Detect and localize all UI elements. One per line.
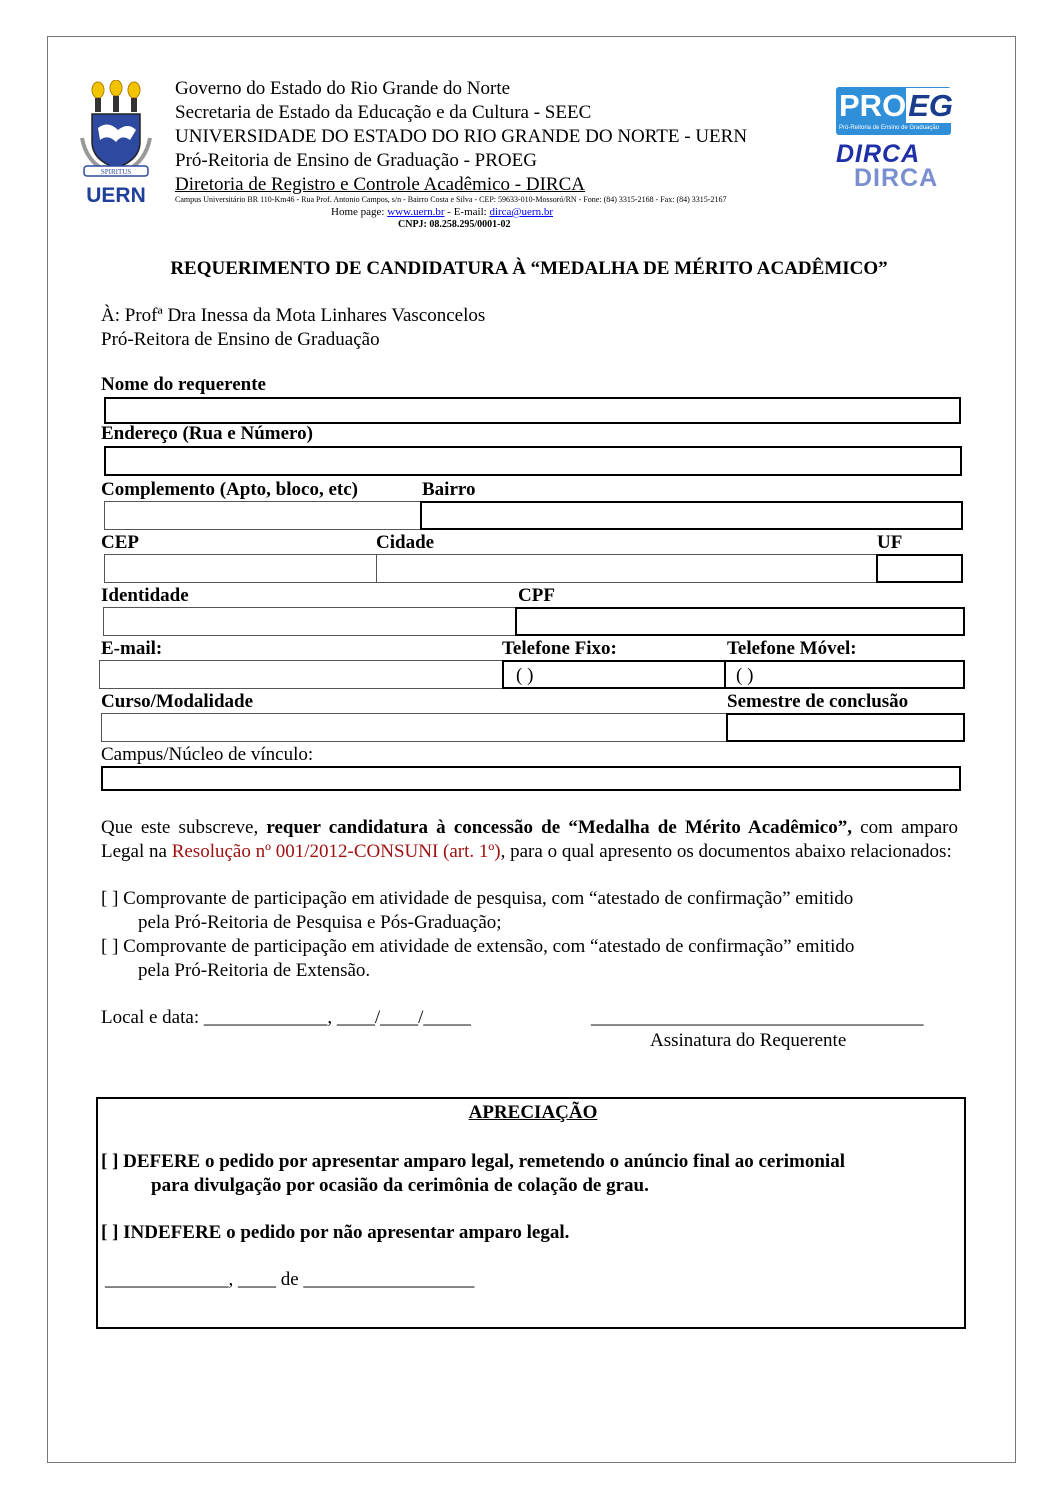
telefone-movel-field[interactable] <box>724 660 965 689</box>
telefone-fixo-ddd: ( ) <box>516 665 534 686</box>
label-uf: UF <box>877 532 903 553</box>
identidade-field[interactable] <box>103 607 517 636</box>
label-semestre: Semestre de conclusão <box>727 691 909 712</box>
label-campus: Campus/Núcleo de vínculo: <box>101 744 314 765</box>
apreciacao-box <box>96 1097 966 1329</box>
document-item-1-line-2: pela Pró-Reitoria de Pesquisa e Pós-Graduação; <box>138 912 502 933</box>
signature-line[interactable]: ___________________________________ <box>591 1007 924 1028</box>
recipient-line-2: Pró-Reitora de Ensino de Graduação <box>101 329 380 350</box>
document-item-2-line-2: pela Pró-Reitoria de Extensão. <box>138 960 371 981</box>
telefone-fixo-field[interactable] <box>502 660 726 689</box>
signature-label: Assinatura do Requerente <box>650 1030 847 1051</box>
header-line-1: Governo do Estado do Rio Grande do Norte <box>175 78 511 99</box>
indefere-option[interactable]: [ ] INDEFERE o pedido por não apresentar amparo legal. <box>101 1222 570 1243</box>
nome-field[interactable] <box>104 397 961 424</box>
label-curso: Curso/Modalidade <box>101 691 254 712</box>
bairro-field[interactable] <box>420 501 963 530</box>
email-field[interactable] <box>99 660 503 689</box>
document-item-2 <box>101 935 854 959</box>
cpf-field[interactable] <box>515 607 965 636</box>
header-line-3: UNIVERSIDADE DO ESTADO DO RIO GRANDE DO NORTE - UERN <box>175 126 748 147</box>
recipient-line-1: À: Profª Dra Inessa da Mota Linhares Vasconcelos <box>101 305 486 326</box>
label-cidade: Cidade <box>376 532 435 553</box>
proeg-logo <box>836 87 951 135</box>
complemento-field[interactable] <box>104 501 422 530</box>
email-label: - E-mail: <box>447 206 487 218</box>
resolution-reference: Resolução nº 001/2012-CONSUNI (art. 1º) <box>171 841 501 862</box>
document-item-2-line-1[interactable]: [ ] Comprovante de participação em atividade de extensão, com “atestado de confirmação” emitido <box>101 936 855 957</box>
request-paragraph <box>101 816 958 864</box>
semestre-field[interactable] <box>726 713 965 742</box>
proeg-pro: PRO <box>839 88 907 123</box>
request-text-a: Que este subscreve, <box>101 817 267 838</box>
document-title: REQUERIMENTO DE CANDIDATURA À “MEDALHA DE MÉRITO ACADÊMICO” <box>170 258 888 279</box>
curso-field[interactable] <box>101 713 728 742</box>
label-email: E-mail: <box>101 638 163 659</box>
apreciacao-date-line[interactable]: _____________, ____ de __________________ <box>105 1269 475 1290</box>
uern-logo <box>78 80 154 206</box>
dirca-logo-2: DIRCA <box>854 164 939 192</box>
header-address: Campus Universitário BR 110-Km46 - Rua Prof. Antonio Campos, s/n - Bairro Costa e Silva - CEP: 59633-010-Mossoró/RN - Fone: (84) 3315-2168 - Fax: (84) 3315-2167 <box>175 195 727 204</box>
label-telefone-movel: Telefone Móvel: <box>727 638 857 659</box>
label-complemento: Complemento (Apto, bloco, etc) <box>101 479 358 500</box>
proeg-eg: EG <box>908 88 953 123</box>
label-identidade: Identidade <box>101 585 189 606</box>
defere-option-line-2: para divulgação por ocasião da cerimônia de colação de grau. <box>151 1175 649 1196</box>
homepage-label: Home page: <box>331 206 385 218</box>
campus-field[interactable] <box>101 766 961 791</box>
telefone-movel-ddd: ( ) <box>736 665 754 686</box>
request-text-c: com amparo Legal na <box>101 817 959 862</box>
proeg-subtitle: Pró-Reitoria de Ensino de Graduação <box>839 125 940 131</box>
header-line-5: Diretoria de Registro e Controle Acadêmico - DIRCA <box>175 174 585 195</box>
cep-field[interactable] <box>104 554 378 583</box>
header-line-2: Secretaria de Estado da Educação e da Cultura - SEEC <box>175 102 592 123</box>
request-text-e: , para o qual apresento os documentos abaixo relacionados: <box>500 841 952 862</box>
header-contact <box>331 206 553 218</box>
apreciacao-title: APRECIAÇÃO <box>468 1102 598 1123</box>
endereco-field[interactable] <box>104 446 962 476</box>
header-line-4: Pró-Reitoria de Ensino de Graduação - PROEG <box>175 150 537 171</box>
cidade-field[interactable] <box>376 554 878 583</box>
email-link[interactable]: dirca@uern.br <box>489 206 554 218</box>
request-text-b: requer candidatura à concessão de “Medalha de Mérito Acadêmico”, <box>266 817 852 838</box>
uern-logo-text: UERN <box>86 184 146 206</box>
defere-option[interactable]: [ ] DEFERE o pedido por apresentar amparo legal, remetendo o anúncio final ao cerimonial <box>101 1151 845 1172</box>
document-item-1 <box>101 887 853 911</box>
label-cep: CEP <box>101 532 139 553</box>
header-cnpj: CNPJ: 08.258.295/0001-02 <box>398 219 511 230</box>
label-nome: Nome do requerente <box>101 374 266 395</box>
label-endereco: Endereço (Rua e Número) <box>101 423 313 444</box>
local-data-line[interactable]: Local e data: _____________, ____/____/_____ <box>101 1007 471 1028</box>
document-item-1-line-1[interactable]: [ ] Comprovante de participação em atividade de pesquisa, com “atestado de confirmação” emitido <box>101 888 854 909</box>
uern-motto: SPIRITUS <box>100 168 132 176</box>
label-cpf: CPF <box>518 585 555 606</box>
dirca-logo-1: DIRCA <box>836 140 921 168</box>
label-telefone-fixo: Telefone Fixo: <box>502 638 617 659</box>
label-bairro: Bairro <box>422 479 476 500</box>
uf-field[interactable] <box>876 554 963 583</box>
homepage-link[interactable]: www.uern.br <box>387 206 445 218</box>
